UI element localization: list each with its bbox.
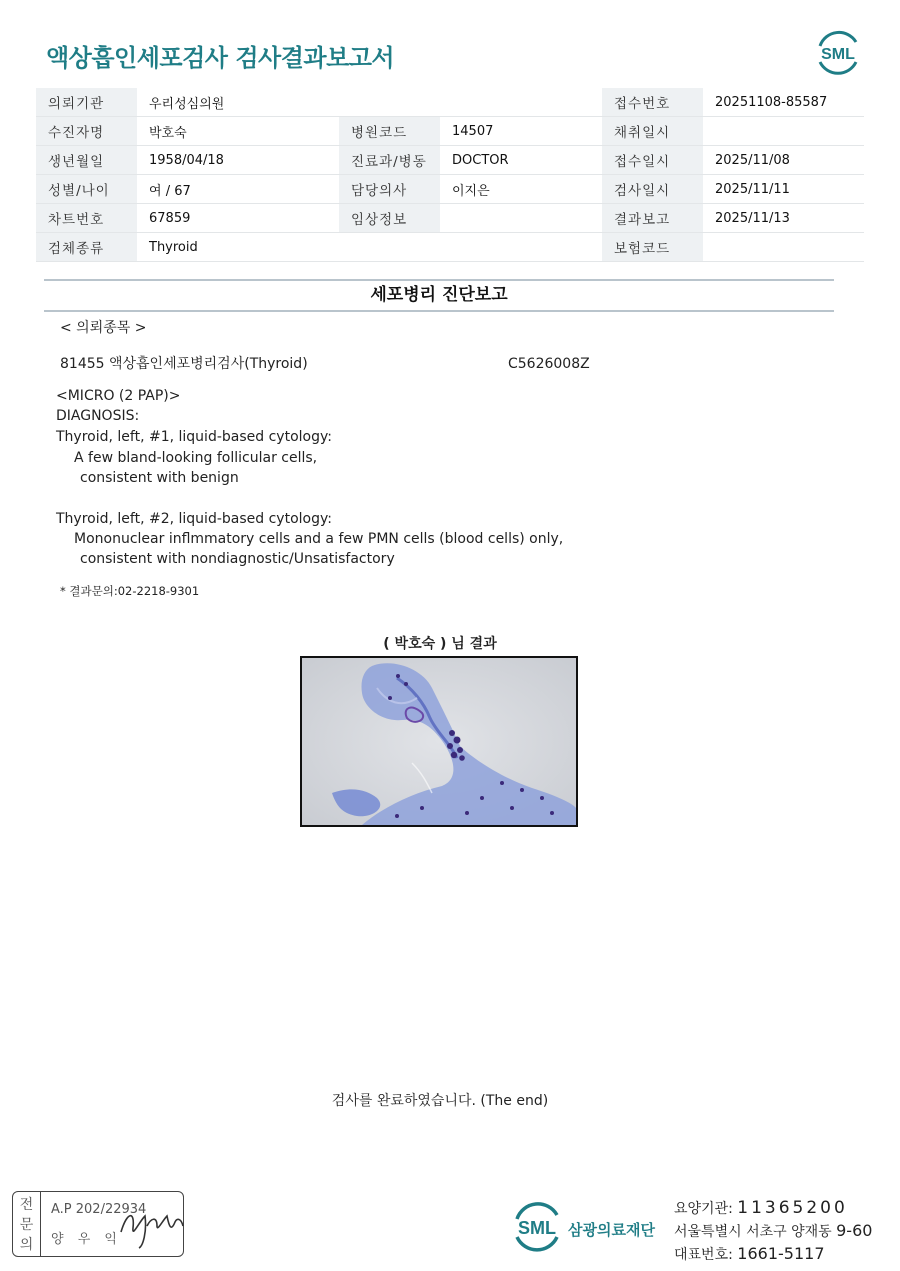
info-label: 의뢰기관 — [36, 88, 137, 117]
info-label: 채취일시 — [602, 117, 703, 146]
contact-note: * 결과문의:02-2218-9301 — [60, 584, 200, 598]
info-value: 2025/11/13 — [703, 204, 864, 233]
stamp-side-char: 의 — [19, 1237, 34, 1253]
info-label: 접수번호 — [602, 88, 703, 117]
stamp-name: 양 우 익 — [51, 1232, 117, 1247]
info-value — [440, 233, 602, 262]
request-code: C5626008Z — [508, 356, 590, 372]
sml-logo-footer — [510, 1199, 564, 1255]
sml-logo — [812, 28, 864, 76]
divider-bottom — [44, 310, 834, 312]
address-line — [674, 1221, 872, 1241]
info-row — [36, 204, 864, 233]
info-label: 성별/나이 — [36, 175, 137, 204]
phone-label: 대표번호: — [674, 1247, 733, 1263]
info-label: 임상정보 — [339, 204, 440, 233]
info-value: 67859 — [137, 204, 339, 233]
phone-number: 1661-5117 — [737, 1244, 825, 1263]
phone-line — [674, 1244, 825, 1264]
sml-logo-text: SML — [821, 46, 855, 63]
request-item: 81455 액상흡인세포병리검사(Thyroid) — [60, 356, 308, 372]
stamp-side-char: 문 — [19, 1217, 34, 1233]
patient-info-table — [36, 88, 864, 262]
sml-logo-footer-text: SML — [518, 1218, 556, 1238]
info-value: 우리성심의원 — [137, 88, 339, 117]
specimen1-line2: consistent with benign — [80, 470, 239, 486]
request-heading: < 의뢰종목 > — [60, 320, 147, 336]
info-value: 1958/04/18 — [137, 146, 339, 175]
info-row — [36, 88, 864, 117]
info-row — [36, 233, 864, 262]
info-value: 박호숙 — [137, 117, 339, 146]
info-value: DOCTOR — [440, 146, 602, 175]
info-value: Thyroid — [137, 233, 339, 262]
info-label: 병원코드 — [339, 117, 440, 146]
organization-name: 삼광의료재단 — [568, 1221, 655, 1239]
info-value — [703, 233, 864, 262]
info-value: 여 / 67 — [137, 175, 339, 204]
info-value — [703, 117, 864, 146]
specimen1-title: Thyroid, left, #1, liquid-based cytology: — [56, 429, 332, 445]
micro-line: <MICRO (2 PAP)> — [56, 388, 181, 404]
info-row — [36, 146, 864, 175]
stamp-license: A.P 202/22934 — [51, 1202, 147, 1217]
info-value: 이지은 — [440, 175, 602, 204]
specimen2-title: Thyroid, left, #2, liquid-based cytology: — [56, 511, 332, 527]
end-note: 검사를 완료하였습니다. (The end) — [331, 1093, 549, 1109]
institution-code: 11365200 — [737, 1198, 848, 1218]
info-label — [339, 233, 440, 262]
specimen1-line1: A few bland-looking follicular cells, — [74, 450, 318, 466]
section-title: 세포병리 진단보고 — [370, 285, 508, 305]
stamp-side-label — [13, 1192, 41, 1256]
info-label: 진료과/병동 — [339, 146, 440, 175]
institution-code-line — [674, 1198, 848, 1218]
info-label: 담당의사 — [339, 175, 440, 204]
specimen2-line2: consistent with nondiagnostic/Unsatisfactory — [80, 551, 395, 567]
info-label: 생년월일 — [36, 146, 137, 175]
info-value: 2025/11/08 — [703, 146, 864, 175]
report-title: 액상흡인세포검사 검사결과보고서 — [46, 44, 395, 72]
info-label: 검체종류 — [36, 233, 137, 262]
info-label: 접수일시 — [602, 146, 703, 175]
info-value: 2025/11/11 — [703, 175, 864, 204]
address-text: 서울특별시 서초구 양재동 — [674, 1224, 832, 1240]
address-number: 9-60 — [836, 1221, 873, 1240]
stamp-side-char: 전 — [19, 1197, 34, 1213]
info-value: 14507 — [440, 117, 602, 146]
institution-code-label: 요양기관: — [674, 1201, 733, 1217]
info-label: 수진자명 — [36, 117, 137, 146]
diagnosis-label: DIAGNOSIS: — [56, 408, 140, 424]
cytology-image — [300, 656, 578, 827]
image-caption: ( 박호숙 ) 님 결과 — [383, 636, 497, 652]
pathologist-stamp — [12, 1191, 184, 1257]
info-label: 보험코드 — [602, 233, 703, 262]
info-value — [440, 88, 602, 117]
info-label: 차트번호 — [36, 204, 137, 233]
info-value — [440, 204, 602, 233]
info-row — [36, 117, 864, 146]
signature-icon — [117, 1202, 187, 1250]
info-value: 20251108-85587 — [703, 88, 864, 117]
info-label — [339, 88, 440, 117]
info-label: 결과보고 — [602, 204, 703, 233]
specimen2-line1: Mononuclear inflmmatory cells and a few PMN cells (blood cells) only, — [74, 531, 564, 547]
info-row — [36, 175, 864, 204]
info-label: 검사일시 — [602, 175, 703, 204]
